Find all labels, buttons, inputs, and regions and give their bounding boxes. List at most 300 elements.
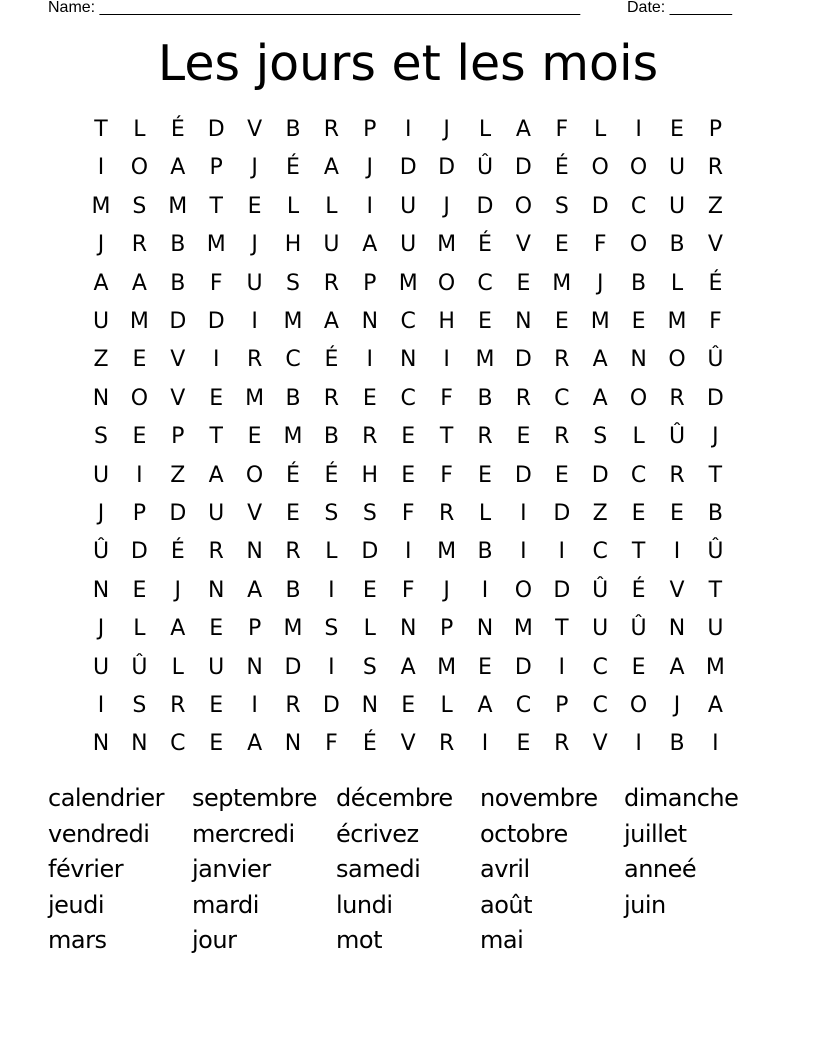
grid-letter: P (247, 616, 262, 642)
grid-letter: R (669, 462, 685, 488)
grid-letter: D (284, 654, 302, 680)
grid-letter: I (481, 577, 489, 603)
grid-letter: L (363, 616, 376, 642)
grid-letter: A (247, 731, 263, 757)
grid-letter: I (635, 731, 642, 757)
grid-letter: É (324, 347, 339, 373)
word-list-item: janvier (192, 855, 271, 883)
grid-letter: D (706, 385, 724, 411)
grid-letter: Û (131, 654, 148, 680)
grid-letter: B (707, 501, 723, 526)
grid-letter: I (673, 539, 681, 565)
grid-letter: V (247, 501, 263, 526)
grid-letter: N (246, 654, 263, 680)
grid-letter: Û (92, 539, 110, 565)
grid-letter: A (323, 155, 339, 181)
grid-letter: E (286, 501, 300, 526)
grid-letter: I (635, 117, 642, 142)
grid-letter: R (323, 385, 340, 411)
grid-letter: N (92, 731, 110, 757)
grid-row (82, 303, 734, 341)
grid-letter: D (438, 155, 456, 181)
grid-letter: A (170, 155, 186, 181)
grid-letter: I (97, 155, 105, 181)
grid-letter: F (555, 117, 569, 142)
grid-row (82, 380, 734, 418)
grid-letter: M (590, 309, 610, 334)
grid-letter: E (478, 309, 492, 334)
grid-letter: I (558, 539, 566, 565)
grid-letter: U (92, 654, 110, 680)
grid-letter: E (132, 347, 147, 373)
grid-letter: B (669, 232, 685, 258)
grid-letter: L (670, 270, 684, 296)
grid-letter: I (251, 693, 258, 718)
grid-letter: U (668, 155, 686, 181)
grid-letter: D (169, 501, 187, 526)
grid-row (82, 111, 734, 149)
word-list-item: septembre (192, 784, 317, 812)
grid-letter: E (209, 385, 224, 411)
grid-letter: É (478, 232, 492, 258)
grid-row (82, 418, 734, 456)
grid-letter: U (208, 501, 225, 526)
grid-letter: M (475, 347, 495, 373)
grid-letter: S (362, 654, 377, 680)
word-list-item: juillet (624, 819, 687, 848)
grid-letter: C (400, 385, 416, 411)
grid-letter: E (362, 577, 377, 603)
grid-letter: S (132, 693, 147, 718)
grid-letter: M (283, 309, 303, 334)
grid-letter: A (400, 654, 416, 680)
grid-letter: M (513, 616, 533, 642)
grid-letter: R (438, 501, 455, 526)
word-list-item: avril (480, 855, 530, 883)
grid-letter: U (323, 232, 340, 258)
grid-letter: M (437, 654, 457, 680)
grid-letter: I (328, 654, 335, 680)
grid-letter: J (596, 270, 604, 296)
grid-letter: L (632, 424, 645, 450)
grid-letter: B (285, 117, 301, 142)
grid-letter: E (670, 501, 684, 526)
grid-letter: E (209, 693, 224, 718)
grid-letter: O (668, 347, 686, 373)
grid-letter: U (592, 616, 609, 642)
word-list-item: anneé (624, 855, 697, 883)
grid-letter: R (554, 731, 570, 757)
grid-letter: T (631, 539, 646, 565)
grid-letter: D (553, 577, 571, 603)
grid-letter: Z (707, 193, 723, 219)
grid-row (82, 341, 734, 379)
grid-letter: F (440, 385, 453, 411)
grid-letter: R (285, 693, 301, 718)
grid-letter: E (209, 731, 224, 757)
grid-letter: E (247, 193, 262, 219)
grid-letter: J (443, 193, 450, 219)
grid-letter: C (554, 385, 570, 411)
grid-letter: J (673, 693, 681, 718)
grid-letter: L (325, 193, 338, 219)
grid-letter: J (174, 577, 182, 603)
grid-letter: M (705, 654, 725, 680)
grid-letter: P (708, 117, 723, 142)
grid-letter: F (401, 577, 415, 603)
grid-letter: Û (476, 155, 494, 181)
grid-letter: I (443, 347, 450, 373)
grid-letter: F (209, 270, 223, 296)
grid-letter: L (594, 117, 607, 142)
grid-letter: S (593, 424, 608, 450)
grid-letter: E (478, 654, 492, 680)
grid-letter: É (286, 462, 300, 488)
grid-letter: I (558, 654, 566, 680)
grid-letter: O (514, 193, 533, 219)
word-list-item: jeudi (48, 890, 105, 919)
grid-letter: D (361, 539, 379, 565)
grid-letter: N (92, 577, 110, 603)
grid-letter: L (133, 616, 146, 642)
grid-letter: U (208, 654, 225, 680)
grid-letter: A (247, 577, 263, 603)
grid-letter: I (520, 501, 527, 526)
grid-letter: P (555, 693, 569, 718)
grid-letter: C (592, 654, 608, 680)
grid-letter: U (707, 616, 724, 642)
grid-letter: D (207, 117, 225, 142)
grid-letter: N (207, 577, 225, 603)
grid-letter: V (515, 232, 531, 258)
grid-letter: T (439, 424, 454, 450)
grid-letter: N (399, 616, 417, 642)
grid-letter: E (478, 462, 492, 488)
grid-letter: A (669, 654, 685, 680)
grid-letter: I (212, 347, 220, 373)
grid-letter: Z (170, 462, 186, 488)
grid-letter: T (209, 424, 223, 450)
grid-row (82, 149, 734, 187)
grid-letter: R (246, 347, 263, 373)
grid-letter: E (516, 731, 531, 757)
grid-letter: S (286, 270, 300, 296)
word-list-item: lundi (336, 890, 393, 919)
grid-letter: R (323, 117, 340, 142)
grid-letter: J (97, 232, 105, 258)
grid-letter: É (554, 155, 569, 181)
word-list-item: décembre (336, 784, 453, 812)
grid-letter: O (514, 577, 533, 603)
grid-letter: É (631, 577, 646, 603)
word-list-item: écrivez (336, 819, 419, 848)
grid-letter: E (401, 424, 416, 450)
grid-letter: D (476, 193, 494, 219)
grid-letter: A (362, 232, 378, 258)
grid-letter: E (401, 693, 416, 718)
grid-letter: C (515, 693, 532, 718)
grid-letter: Z (592, 501, 608, 526)
grid-letter: É (170, 539, 185, 565)
grid-letter: F (325, 731, 338, 757)
grid-letter: O (437, 270, 456, 296)
grid-letter: E (670, 117, 684, 142)
word-list-item: dimanche (624, 784, 739, 812)
grid-letter: M (552, 270, 572, 296)
grid-letter: I (481, 731, 489, 757)
grid-letter: I (366, 347, 374, 373)
grid-letter: A (515, 117, 531, 142)
grid-letter: I (251, 309, 258, 334)
grid-letter: E (516, 270, 531, 296)
grid-letter: R (362, 424, 378, 450)
grid-letter: H (284, 232, 302, 258)
grid-letter: B (170, 270, 186, 296)
grid-letter: A (477, 693, 493, 718)
grid-letter: L (440, 693, 453, 718)
grid-letter: H (361, 462, 379, 488)
grid-row (82, 610, 734, 648)
grid-letter: P (439, 616, 454, 642)
grid-letter: O (591, 155, 609, 181)
grid-letter: E (554, 462, 569, 488)
grid-letter: M (283, 424, 303, 450)
grid-letter: Û (592, 577, 609, 603)
word-list-item: février (48, 855, 124, 883)
grid-letter: J (251, 232, 258, 258)
grid-letter: M (168, 193, 188, 219)
grid-letter: V (669, 577, 685, 603)
grid-letter: O (629, 693, 648, 718)
grid-letter: U (668, 193, 686, 219)
word-list-item: juin (624, 890, 666, 919)
word-list-item: mars (48, 926, 107, 954)
grid-letter: R (323, 270, 340, 296)
grid-letter: R (515, 385, 532, 411)
grid-letter: A (93, 270, 109, 296)
grid-letter: E (247, 424, 262, 450)
grid-letter: A (170, 616, 186, 642)
grid-letter: N (361, 693, 379, 718)
grid-letter: D (514, 462, 532, 488)
grid-letter: R (554, 347, 570, 373)
grid-row (82, 725, 734, 763)
word-list-item: calendrier (48, 784, 164, 812)
grid-letter: Z (93, 347, 109, 373)
grid-letter: D (169, 309, 187, 334)
grid-letter: M (129, 309, 149, 334)
grid-letter: B (285, 385, 301, 411)
grid-letter: C (285, 347, 301, 373)
grid-letter: I (404, 117, 412, 142)
grid-letter: C (592, 539, 608, 565)
grid-letter: I (712, 731, 719, 757)
grid-letter: E (209, 616, 224, 642)
grid-row (82, 649, 734, 687)
grid-letter: V (170, 347, 186, 373)
grid-letter: A (208, 462, 224, 488)
grid-letter: J (443, 117, 450, 142)
grid-letter: B (170, 232, 186, 258)
grid-letter: É (170, 117, 185, 142)
grid-letter: E (362, 385, 377, 411)
grid-letter: B (631, 270, 647, 296)
grid-letter: I (136, 462, 143, 488)
grid-row (82, 457, 734, 495)
grid-row (82, 188, 734, 226)
grid-letter: A (131, 270, 147, 296)
grid-letter: U (400, 232, 417, 258)
grid-letter: Û (630, 616, 647, 642)
grid-letter: C (630, 462, 647, 488)
grid-letter: L (478, 501, 492, 526)
grid-letter: O (130, 385, 149, 411)
grid-row (82, 265, 734, 303)
grid-letter: U (92, 462, 110, 488)
grid-letter: S (94, 424, 108, 450)
grid-letter: M (283, 616, 303, 642)
grid-letter: E (631, 654, 646, 680)
grid-letter: P (171, 424, 185, 450)
grid-letter: E (554, 309, 569, 334)
grid-letter: Û (668, 424, 686, 450)
grid-letter: L (133, 117, 146, 142)
grid-letter: P (209, 155, 223, 181)
grid-letter: E (554, 232, 569, 258)
grid-letter: O (130, 155, 149, 181)
grid-letter: I (520, 539, 527, 565)
grid-letter: M (437, 232, 457, 258)
grid-letter: D (553, 501, 571, 526)
grid-letter: R (554, 424, 570, 450)
worksheet-header (0, 0, 816, 18)
grid-letter: J (97, 501, 105, 526)
grid-letter: C (170, 731, 186, 757)
grid-letter: N (361, 309, 379, 334)
grid-letter: E (132, 424, 147, 450)
grid-letter: A (323, 309, 339, 334)
date-field-label: Date: _______ (627, 0, 732, 16)
grid-letter: I (366, 193, 374, 219)
grid-letter: Û (707, 347, 724, 373)
grid-letter: V (170, 385, 186, 411)
grid-letter: J (97, 616, 105, 642)
grid-letter: D (514, 654, 532, 680)
word-list-item: mot (336, 926, 382, 954)
grid-letter: U (246, 270, 263, 296)
grid-letter: M (437, 539, 457, 565)
grid-letter: N (668, 616, 686, 642)
word-list-item: octobre (480, 819, 568, 848)
grid-letter: J (366, 155, 374, 181)
grid-letter: C (477, 270, 493, 296)
grid-letter: Û (707, 539, 724, 565)
grid-letter: U (400, 193, 417, 219)
grid-letter: M (667, 309, 687, 334)
grid-letter: R (208, 539, 224, 565)
grid-letter: É (286, 155, 300, 181)
page-title: Les jours et les mois (157, 35, 659, 92)
word-list-item: jour (192, 926, 237, 954)
grid-row (82, 687, 734, 725)
grid-letter: B (669, 731, 685, 757)
grid-letter: V (400, 731, 416, 757)
grid-letter: V (707, 232, 723, 258)
grid-letter: A (592, 385, 608, 411)
grid-letter: E (516, 424, 531, 450)
grid-letter: T (209, 193, 223, 219)
grid-letter: B (285, 577, 301, 603)
grid-letter: O (629, 385, 648, 411)
grid-row (82, 495, 734, 533)
grid-letter: R (477, 424, 493, 450)
grid-letter: É (708, 270, 723, 296)
grid-letter: F (593, 232, 607, 258)
grid-letter: D (591, 462, 609, 488)
grid-letter: D (591, 193, 609, 219)
grid-letter: R (170, 693, 186, 718)
word-list-item: mardi (192, 890, 259, 919)
grid-letter: J (251, 155, 258, 181)
grid-letter: L (171, 654, 184, 680)
grid-letter: T (94, 117, 108, 142)
grid-letter: S (324, 501, 339, 526)
grid-letter: S (362, 501, 377, 526)
grid-letter: E (631, 309, 646, 334)
grid-letter: E (631, 501, 646, 526)
grid-letter: F (709, 309, 722, 334)
grid-letter: N (515, 309, 532, 334)
grid-letter: B (323, 424, 339, 450)
grid-letter: S (324, 616, 339, 642)
name-field-label: Name: ______________________________________________________ (48, 0, 581, 16)
grid-letter: D (399, 155, 417, 181)
grid-letter: I (97, 693, 105, 718)
grid-letter: B (477, 385, 493, 411)
word-list-item: novembre (480, 784, 598, 812)
grid-letter: V (247, 117, 263, 142)
grid-letter: R (438, 731, 455, 757)
letter-grid (82, 111, 734, 759)
grid-letter: E (401, 462, 416, 488)
grid-letter: T (555, 616, 569, 642)
grid-letter: T (708, 462, 723, 488)
grid-letter: L (478, 117, 492, 142)
grid-letter: N (131, 731, 148, 757)
grid-letter: D (322, 693, 340, 718)
word-list-item: samedi (336, 855, 421, 883)
grid-letter: N (630, 347, 647, 373)
grid-letter: L (286, 193, 300, 219)
grid-letter: R (707, 155, 724, 181)
grid-letter: I (328, 577, 335, 603)
grid-letter: D (130, 539, 148, 565)
grid-letter: C (592, 693, 608, 718)
grid-letter: B (477, 539, 493, 565)
grid-letter: M (245, 385, 265, 411)
grid-letter: P (363, 117, 377, 142)
grid-letter: C (400, 309, 416, 334)
word-list-item: mai (480, 926, 524, 954)
grid-letter: M (398, 270, 418, 296)
grid-letter: É (362, 731, 377, 757)
grid-letter: L (325, 539, 338, 565)
grid-letter: V (592, 731, 608, 757)
grid-letter: J (712, 424, 719, 450)
grid-letter: O (629, 155, 648, 181)
grid-letter: C (630, 193, 647, 219)
grid-letter: R (131, 232, 148, 258)
